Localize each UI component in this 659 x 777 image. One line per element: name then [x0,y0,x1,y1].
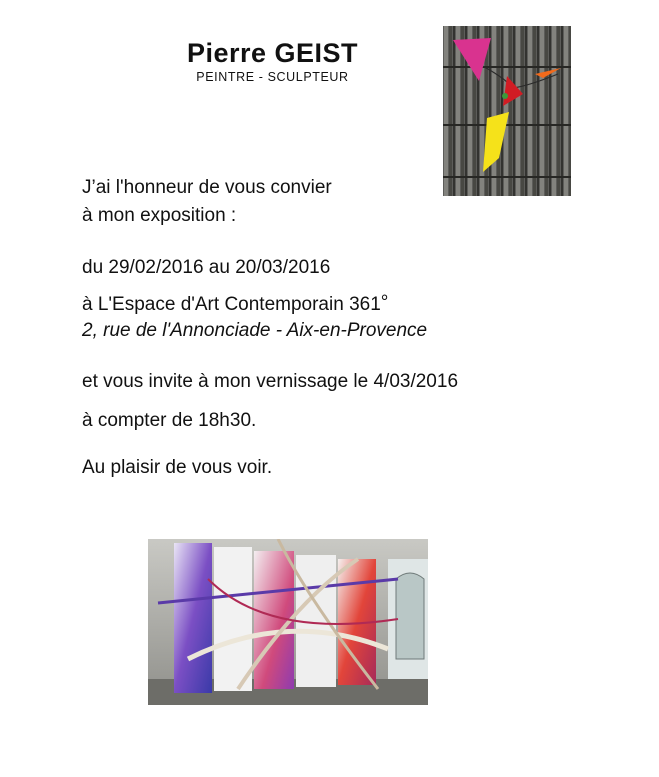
bottom-artwork-image [148,539,428,705]
artist-profession: PEINTRE - SCULPTEUR [196,70,349,84]
venue-address: 2, rue de l'Annonciade - Aix-en-Provence [82,320,428,341]
artist-header [160,38,385,84]
top-artwork-image [443,26,571,196]
invitation-line-1: J’ai l'honneur de vous convier [82,177,332,198]
venue-degree: ° [380,292,389,313]
artist-name: Pierre GEIST [186,38,359,68]
vernissage-line: et vous invite à mon vernissage le 4/03/2016 [82,371,459,392]
closing-line: Au plaisir de vous voir. [82,457,273,478]
exhibition-dates: du 29/02/2016 au 20/03/2016 [82,257,331,278]
venue-line [82,294,388,316]
venue-name: à L'Espace d'Art Contemporain 361 [82,294,381,315]
invitation-line-2: à mon exposition : [82,205,237,226]
vernissage-time: à compter de 18h30. [82,410,257,431]
